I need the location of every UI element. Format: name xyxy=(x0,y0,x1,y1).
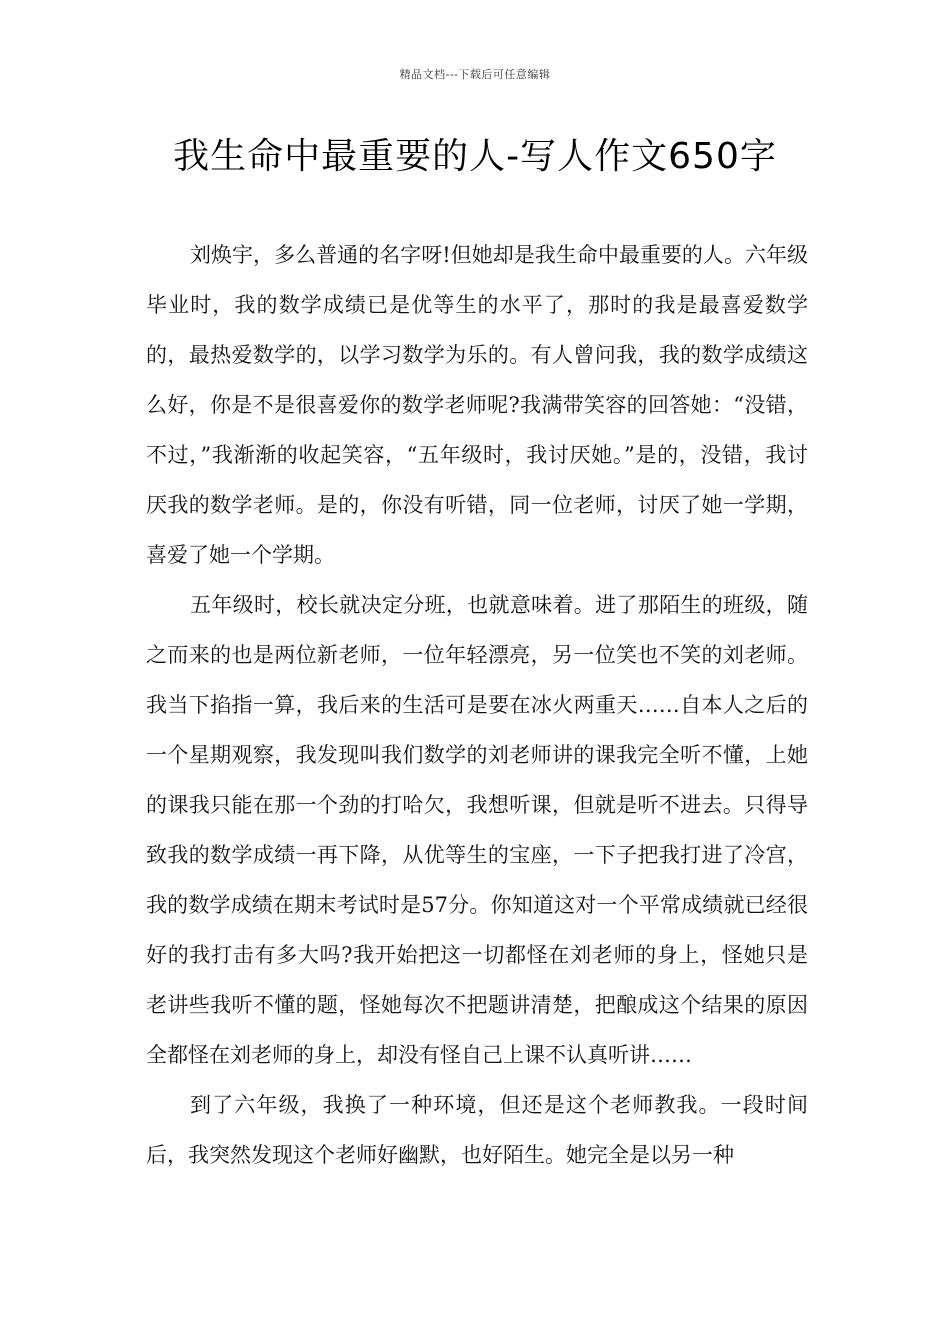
document-body xyxy=(146,230,808,1180)
header-note: 精品文档---下载后可任意编辑 xyxy=(399,68,551,81)
paragraph-1: 刘焕宇，多么普通的名字呀!但她却是我生命中最重要的人。六年级毕业时，我的数学成绩已是优等生的水平了，那时的我是最喜爱数学的，最热爱数学的，以学习数学为乐的。有人曾问我，我的数学成绩这么好，你是不是很喜爱你的数学老师呢?我满带笑容的回答她：“没错，不过，”我渐渐的收起笑容，“五年级时，我讨厌她。”是的，没错，我讨厌我的数学老师。是的，你没有听错，同一位老师，讨厌了她一学期，喜爱了她一个学期。 xyxy=(146,243,808,567)
paragraph-3: 到了六年级，我换了一种环境，但还是这个老师教我。一段时间后，我突然发现这个老师好幽默，也好陌生。她完全是以另一种 xyxy=(146,1093,808,1167)
paragraph-2: 五年级时，校长就决定分班，也就意味着。进了那陌生的班级，随之而来的也是两位新老师，一位年轻漂亮，另一位笑也不笑的刘老师。我当下掐指一算，我后来的生活可是要在冰火两重天……自本人之后的一个星期观察，我发现叫我们数学的刘老师讲的课我完全听不懂，上她的课我只能在那一个劲的打哈欠，我想听课，但就是听不进去。只得导致我的数学成绩一再下降，从优等生的宝座，一下子把我打进了冷宫，我的数学成绩在期末考试时是57分。你知道这对一个平常成绩就已经很好的我打击有多大吗?我开始把这一切都怪在刘老师的身上，怪她只是老讲些我听不懂的题，怪她每次不把题讲清楚，把酿成这个结果的原因全都怪在刘老师的身上，却没有怪自己上课不认真听讲…… xyxy=(146,593,808,1067)
document-title: 我生命中最重要的人-写人作文650字 xyxy=(173,136,777,177)
